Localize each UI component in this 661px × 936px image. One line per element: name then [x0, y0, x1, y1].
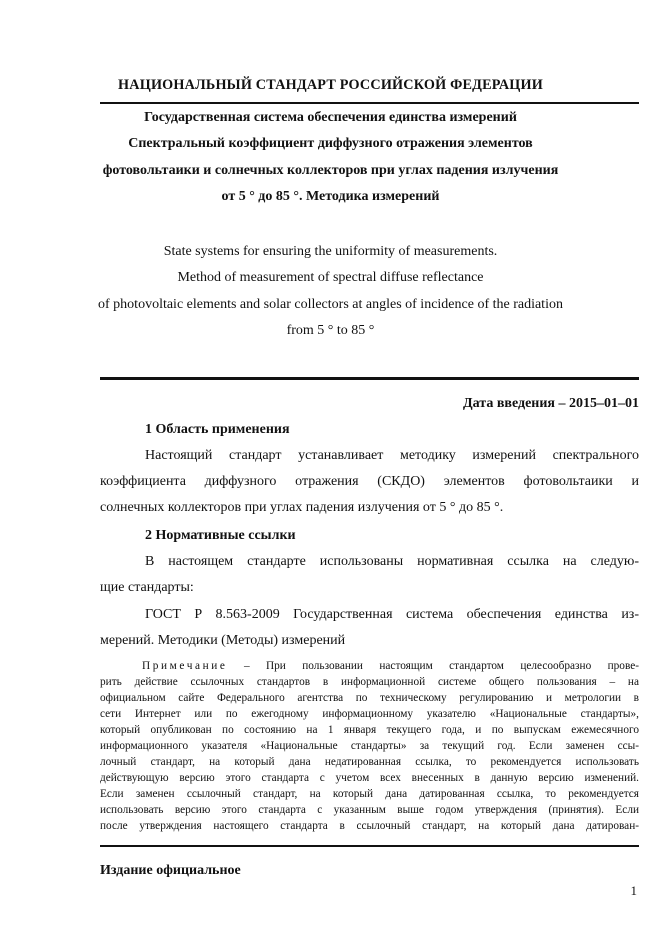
note-line: использовать версию этого стандарта с указанным выше годом утверждения (принятия). Если: [100, 804, 639, 816]
english-title-line-2: Method of measurement of spectral diffuse reflectance: [177, 270, 484, 285]
note-line: Если заменен ссылочный стандарт, на который дана датированная ссылка, то рекомендуется: [100, 788, 639, 800]
note-line: действующую версию этого стандарта с учетом всех внесенных в данную версию изменений.: [100, 772, 639, 784]
note-line: информационного указателя «Национальные стандарты» за текущий год. Если заменен ссы-: [100, 740, 639, 752]
english-title-line-4: from 5 ° to 85 °: [286, 323, 375, 338]
note-first-line: [142, 660, 639, 673]
note-line: который опубликован по состоянию на 1 января текущего года, и по выпускам ежемесячного: [100, 724, 639, 736]
note-first-line-text: – При пользовании настоящим стандартом целесообразно прове-: [227, 660, 639, 672]
note-label: Примечание: [142, 660, 228, 672]
reference-line: мерений. Методики (Методы) измерений: [100, 633, 346, 648]
title-line-2: Спектральный коэффициент диффузного отражения элементов: [128, 136, 533, 151]
english-title-line-1: State systems for ensuring the uniformity of measurements.: [163, 244, 498, 259]
title-line-1: Государственная система обеспечения единства измерений: [144, 110, 517, 125]
section-2-heading: 2 Нормативные ссылки: [145, 528, 296, 543]
title-line-3: фотовольтаики и солнечных коллекторов при углах падения излучения: [102, 163, 559, 178]
note-line: после утверждения настоящего стандарта в ссылочный стандарт, на который дана датирован-: [100, 820, 639, 832]
note-line: официальном сайте Федерального агентства по техническому регулированию и метрологии в: [100, 692, 639, 704]
footer-divider: [100, 845, 639, 847]
section-2-text-line: В настоящем стандарте использованы нормативная ссылка на следую-: [145, 554, 639, 569]
edition-label: Издание официальное: [100, 863, 241, 878]
section-2-text-line: щие стандарты:: [100, 580, 194, 595]
section-1-text-line: Настоящий стандарт устанавливает методику измерений спектрального: [145, 448, 639, 463]
title-line-4: от 5 ° до 85 °. Методика измерений: [221, 189, 440, 204]
section-1-text-line: солнечных коллекторов при углах падения излучения от 5 ° до 85 °.: [100, 500, 504, 515]
note-line: рить действие ссылочных стандартов в информационной системе общего пользования – на: [100, 676, 639, 688]
english-title-line-3: of photovoltaic elements and solar collectors at angles of incidence of the radiation: [98, 297, 563, 312]
standard-header: НАЦИОНАЛЬНЫЙ СТАНДАРТ РОССИЙСКОЙ ФЕДЕРАЦИИ: [118, 77, 543, 93]
section-1-text-line: коэффициента диффузного отражения (СКДО) элементов фотовольтаики и: [100, 474, 639, 489]
introduction-date: Дата введения – 2015–01–01: [463, 396, 639, 411]
header-divider: [100, 102, 639, 104]
note-line: лочный стандарт, на который дана недатированная ссылка, то рекомендуется использовать: [100, 756, 639, 768]
section-1-heading: 1 Область применения: [145, 422, 290, 437]
note-line: сети Интернет или по ежегодному информационному указателю «Национальные стандарты»,: [100, 708, 639, 720]
title-divider: [100, 377, 639, 380]
reference-line: ГОСТ Р 8.563-2009 Государственная система обеспечения единства из-: [145, 607, 639, 622]
page-number: 1: [630, 883, 637, 898]
